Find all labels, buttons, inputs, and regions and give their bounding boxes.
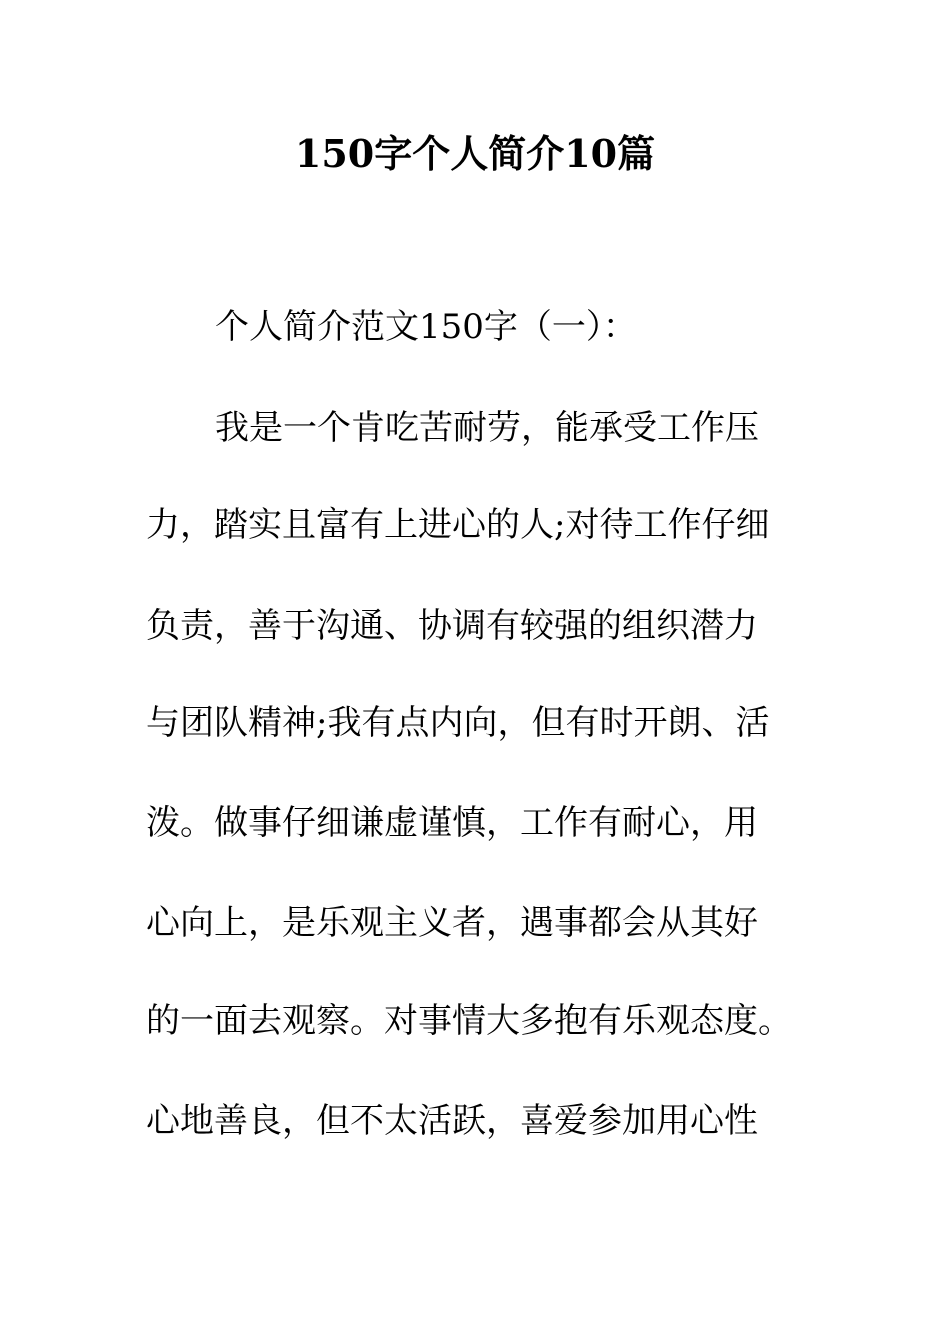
paragraph-line: 心地善良，但不太活跃，喜爱参加用心性 xyxy=(146,1101,758,1141)
section-heading: 个人简介范文150字（一）： xyxy=(215,307,637,347)
paragraph-line: 心向上，是乐观主义者，遇事都会从其好 xyxy=(146,903,758,943)
paragraph-line: 力，踏实且富有上进心的人;对待工作仔细 xyxy=(146,505,770,545)
paragraph-line: 我是一个肯吃苦耐劳，能承受工作压 xyxy=(215,408,759,448)
paragraph-line: 负责，善于沟通、协调有较强的组织潜力 xyxy=(146,606,758,646)
paragraph-line: 泼。做事仔细谦虚谨慎，工作有耐心，用 xyxy=(146,803,758,843)
paragraph-line: 与团队精神;我有点内向，但有时开朗、活 xyxy=(146,703,770,743)
document-title: 150字个人简介10篇 xyxy=(294,131,656,176)
paragraph-line: 的一面去观察。对事情大多抱有乐观态度。 xyxy=(146,1001,792,1041)
